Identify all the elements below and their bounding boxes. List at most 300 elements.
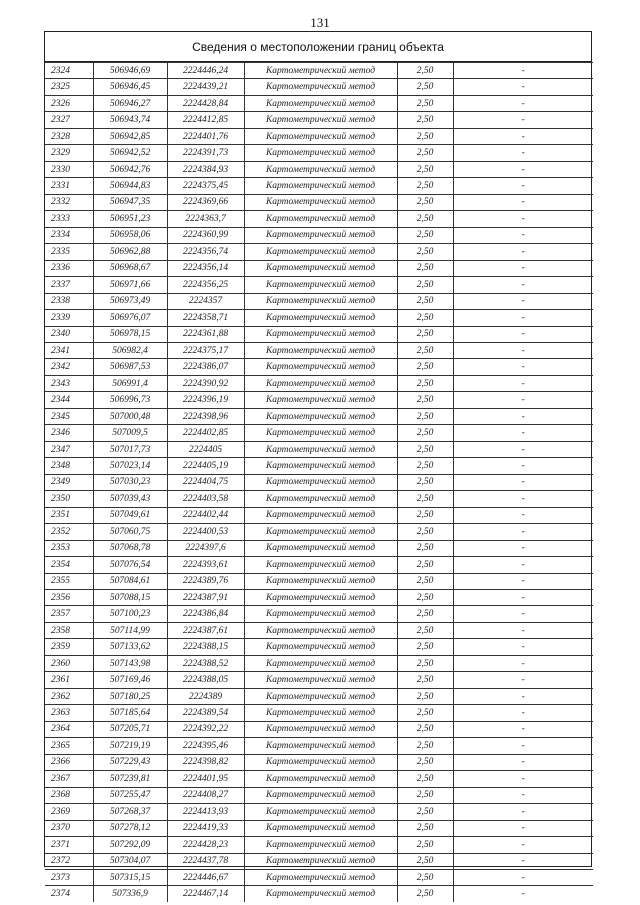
- point-number-cell: 2368: [45, 787, 93, 803]
- y-coordinate-cell: 2224405: [167, 441, 244, 457]
- note-cell: -: [453, 310, 593, 326]
- accuracy-cell: 2,50: [397, 112, 453, 128]
- table-row: [45, 425, 593, 441]
- y-coordinate-cell: 2224388,05: [167, 672, 244, 688]
- table-row: [45, 277, 593, 293]
- point-number-cell: 2324: [45, 63, 93, 79]
- x-coordinate-cell: 507133,62: [93, 639, 167, 655]
- x-coordinate-cell: 507185,64: [93, 705, 167, 721]
- point-number-cell: 2341: [45, 342, 93, 358]
- note-cell: -: [453, 590, 593, 606]
- point-number-cell: 2355: [45, 573, 93, 589]
- boundary-table-sheet: [44, 31, 592, 900]
- table-row: [45, 557, 593, 573]
- accuracy-cell: 2,50: [397, 524, 453, 540]
- y-coordinate-cell: 2224361,88: [167, 326, 244, 342]
- y-coordinate-cell: 2224396,19: [167, 392, 244, 408]
- accuracy-cell: 2,50: [397, 738, 453, 754]
- x-coordinate-cell: 507060,75: [93, 524, 167, 540]
- y-coordinate-cell: 2224356,25: [167, 277, 244, 293]
- method-cell: Картометрический метод: [244, 178, 397, 194]
- method-cell: Картометрический метод: [244, 392, 397, 408]
- table-row: [45, 738, 593, 754]
- point-number-cell: 2339: [45, 310, 93, 326]
- accuracy-cell: 2,50: [397, 441, 453, 457]
- y-coordinate-cell: 2224356,74: [167, 244, 244, 260]
- accuracy-cell: 2,50: [397, 408, 453, 424]
- note-cell: -: [453, 326, 593, 342]
- table-row: [45, 837, 593, 853]
- note-cell: -: [453, 211, 593, 227]
- accuracy-cell: 2,50: [397, 145, 453, 161]
- point-number-cell: 2336: [45, 260, 93, 276]
- x-coordinate-cell: 507143,98: [93, 655, 167, 671]
- y-coordinate-cell: 2224391,73: [167, 145, 244, 161]
- note-cell: -: [453, 540, 593, 556]
- note-cell: -: [453, 178, 593, 194]
- accuracy-cell: 2,50: [397, 606, 453, 622]
- note-cell: -: [453, 705, 593, 721]
- note-cell: -: [453, 227, 593, 243]
- x-coordinate-cell: 507100,23: [93, 606, 167, 622]
- note-cell: -: [453, 95, 593, 111]
- table-row: [45, 672, 593, 688]
- method-cell: Картометрический метод: [244, 277, 397, 293]
- method-cell: Картометрический метод: [244, 886, 397, 902]
- accuracy-cell: 2,50: [397, 557, 453, 573]
- table-row: [45, 79, 593, 95]
- table-row: [45, 211, 593, 227]
- table-row: [45, 392, 593, 408]
- method-cell: Картометрический метод: [244, 655, 397, 671]
- point-number-cell: 2360: [45, 655, 93, 671]
- x-coordinate-cell: 506976,07: [93, 310, 167, 326]
- table-row: [45, 326, 593, 342]
- note-cell: -: [453, 787, 593, 803]
- table-row: [45, 886, 593, 902]
- point-number-cell: 2326: [45, 95, 93, 111]
- note-cell: -: [453, 63, 593, 79]
- table-row: [45, 491, 593, 507]
- y-coordinate-cell: 2224428,84: [167, 95, 244, 111]
- table-row: [45, 458, 593, 474]
- y-coordinate-cell: 2224398,82: [167, 754, 244, 770]
- accuracy-cell: 2,50: [397, 771, 453, 787]
- x-coordinate-cell: 506982,4: [93, 342, 167, 358]
- method-cell: Картометрический метод: [244, 771, 397, 787]
- note-cell: -: [453, 721, 593, 737]
- table-row: [45, 194, 593, 210]
- point-number-cell: 2325: [45, 79, 93, 95]
- table-row: [45, 771, 593, 787]
- method-cell: Картометрический метод: [244, 738, 397, 754]
- x-coordinate-cell: 507049,61: [93, 507, 167, 523]
- accuracy-cell: 2,50: [397, 260, 453, 276]
- table-row: [45, 112, 593, 128]
- point-number-cell: 2350: [45, 491, 93, 507]
- point-number-cell: 2354: [45, 557, 93, 573]
- accuracy-cell: 2,50: [397, 672, 453, 688]
- method-cell: Картометрический метод: [244, 754, 397, 770]
- accuracy-cell: 2,50: [397, 128, 453, 144]
- accuracy-cell: 2,50: [397, 573, 453, 589]
- method-cell: Картометрический метод: [244, 491, 397, 507]
- note-cell: -: [453, 820, 593, 836]
- x-coordinate-cell: 506942,76: [93, 161, 167, 177]
- note-cell: -: [453, 655, 593, 671]
- table-row: [45, 244, 593, 260]
- point-number-cell: 2356: [45, 590, 93, 606]
- method-cell: Картометрический метод: [244, 458, 397, 474]
- accuracy-cell: 2,50: [397, 869, 453, 885]
- x-coordinate-cell: 507292,09: [93, 837, 167, 853]
- coordinates-table: [45, 62, 593, 902]
- y-coordinate-cell: 2224389,76: [167, 573, 244, 589]
- accuracy-cell: 2,50: [397, 507, 453, 523]
- accuracy-cell: 2,50: [397, 375, 453, 391]
- note-cell: -: [453, 804, 593, 820]
- method-cell: Картометрический метод: [244, 853, 397, 869]
- point-number-cell: 2361: [45, 672, 93, 688]
- accuracy-cell: 2,50: [397, 754, 453, 770]
- note-cell: -: [453, 128, 593, 144]
- table-row: [45, 820, 593, 836]
- table-row: [45, 590, 593, 606]
- point-number-cell: 2332: [45, 194, 93, 210]
- point-number-cell: 2342: [45, 359, 93, 375]
- x-coordinate-cell: 507304,07: [93, 853, 167, 869]
- accuracy-cell: 2,50: [397, 194, 453, 210]
- x-coordinate-cell: 507114,99: [93, 622, 167, 638]
- method-cell: Картометрический метод: [244, 95, 397, 111]
- method-cell: Картометрический метод: [244, 375, 397, 391]
- x-coordinate-cell: 507239,81: [93, 771, 167, 787]
- accuracy-cell: 2,50: [397, 804, 453, 820]
- y-coordinate-cell: 2224439,21: [167, 79, 244, 95]
- method-cell: Картометрический метод: [244, 540, 397, 556]
- note-cell: -: [453, 754, 593, 770]
- note-cell: -: [453, 738, 593, 754]
- y-coordinate-cell: 2224375,45: [167, 178, 244, 194]
- table-row: [45, 540, 593, 556]
- point-number-cell: 2331: [45, 178, 93, 194]
- accuracy-cell: 2,50: [397, 95, 453, 111]
- table-row: [45, 441, 593, 457]
- x-coordinate-cell: 506946,69: [93, 63, 167, 79]
- accuracy-cell: 2,50: [397, 639, 453, 655]
- y-coordinate-cell: 2224360,99: [167, 227, 244, 243]
- point-number-cell: 2373: [45, 869, 93, 885]
- point-number-cell: 2330: [45, 161, 93, 177]
- x-coordinate-cell: 507000,48: [93, 408, 167, 424]
- accuracy-cell: 2,50: [397, 458, 453, 474]
- point-number-cell: 2358: [45, 622, 93, 638]
- method-cell: Картометрический метод: [244, 161, 397, 177]
- method-cell: Картометрический метод: [244, 79, 397, 95]
- note-cell: -: [453, 771, 593, 787]
- note-cell: -: [453, 886, 593, 902]
- x-coordinate-cell: 506971,66: [93, 277, 167, 293]
- point-number-cell: 2343: [45, 375, 93, 391]
- point-number-cell: 2349: [45, 474, 93, 490]
- table-row: [45, 161, 593, 177]
- table-row: [45, 787, 593, 803]
- point-number-cell: 2363: [45, 705, 93, 721]
- y-coordinate-cell: 2224401,76: [167, 128, 244, 144]
- table-row: [45, 342, 593, 358]
- method-cell: Картометрический метод: [244, 507, 397, 523]
- point-number-cell: 2346: [45, 425, 93, 441]
- method-cell: Картометрический метод: [244, 227, 397, 243]
- note-cell: -: [453, 260, 593, 276]
- table-row: [45, 227, 593, 243]
- method-cell: Картометрический метод: [244, 342, 397, 358]
- y-coordinate-cell: 2224397,6: [167, 540, 244, 556]
- point-number-cell: 2371: [45, 837, 93, 853]
- method-cell: Картометрический метод: [244, 408, 397, 424]
- accuracy-cell: 2,50: [397, 787, 453, 803]
- point-number-cell: 2338: [45, 293, 93, 309]
- table-row: [45, 359, 593, 375]
- note-cell: -: [453, 507, 593, 523]
- point-number-cell: 2370: [45, 820, 93, 836]
- table-row: [45, 293, 593, 309]
- accuracy-cell: 2,50: [397, 392, 453, 408]
- x-coordinate-cell: 507180,25: [93, 688, 167, 704]
- note-cell: -: [453, 112, 593, 128]
- table-row: [45, 128, 593, 144]
- point-number-cell: 2340: [45, 326, 93, 342]
- y-coordinate-cell: 2224446,67: [167, 869, 244, 885]
- method-cell: Картометрический метод: [244, 359, 397, 375]
- y-coordinate-cell: 2224428,23: [167, 837, 244, 853]
- x-coordinate-cell: 507336,9: [93, 886, 167, 902]
- method-cell: Картометрический метод: [244, 211, 397, 227]
- method-cell: Картометрический метод: [244, 112, 397, 128]
- y-coordinate-cell: 2224405,19: [167, 458, 244, 474]
- point-number-cell: 2353: [45, 540, 93, 556]
- method-cell: Картометрический метод: [244, 128, 397, 144]
- table-row: [45, 705, 593, 721]
- note-cell: -: [453, 672, 593, 688]
- y-coordinate-cell: 2224419,33: [167, 820, 244, 836]
- point-number-cell: 2362: [45, 688, 93, 704]
- accuracy-cell: 2,50: [397, 853, 453, 869]
- accuracy-cell: 2,50: [397, 293, 453, 309]
- y-coordinate-cell: 2224387,61: [167, 622, 244, 638]
- note-cell: -: [453, 869, 593, 885]
- table-row: [45, 63, 593, 79]
- accuracy-cell: 2,50: [397, 837, 453, 853]
- point-number-cell: 2372: [45, 853, 93, 869]
- method-cell: Картометрический метод: [244, 705, 397, 721]
- accuracy-cell: 2,50: [397, 310, 453, 326]
- table-row: [45, 178, 593, 194]
- note-cell: -: [453, 161, 593, 177]
- y-coordinate-cell: 2224363,7: [167, 211, 244, 227]
- method-cell: Картометрический метод: [244, 63, 397, 79]
- table-row: [45, 145, 593, 161]
- table-body: [45, 63, 593, 902]
- y-coordinate-cell: 2224398,96: [167, 408, 244, 424]
- note-cell: -: [453, 853, 593, 869]
- accuracy-cell: 2,50: [397, 590, 453, 606]
- note-cell: -: [453, 244, 593, 260]
- method-cell: Картометрический метод: [244, 787, 397, 803]
- note-cell: -: [453, 359, 593, 375]
- table-row: [45, 507, 593, 523]
- table-row: [45, 639, 593, 655]
- y-coordinate-cell: 2224393,61: [167, 557, 244, 573]
- note-cell: -: [453, 557, 593, 573]
- x-coordinate-cell: 507169,46: [93, 672, 167, 688]
- table-row: [45, 721, 593, 737]
- point-number-cell: 2327: [45, 112, 93, 128]
- note-cell: -: [453, 622, 593, 638]
- x-coordinate-cell: 507088,15: [93, 590, 167, 606]
- method-cell: Картометрический метод: [244, 573, 397, 589]
- note-cell: -: [453, 194, 593, 210]
- x-coordinate-cell: 507084,61: [93, 573, 167, 589]
- x-coordinate-cell: 507255,47: [93, 787, 167, 803]
- accuracy-cell: 2,50: [397, 211, 453, 227]
- method-cell: Картометрический метод: [244, 326, 397, 342]
- x-coordinate-cell: 506996,73: [93, 392, 167, 408]
- y-coordinate-cell: 2224375,17: [167, 342, 244, 358]
- x-coordinate-cell: 507017,73: [93, 441, 167, 457]
- method-cell: Картометрический метод: [244, 474, 397, 490]
- accuracy-cell: 2,50: [397, 277, 453, 293]
- method-cell: Картометрический метод: [244, 688, 397, 704]
- note-cell: -: [453, 441, 593, 457]
- x-coordinate-cell: 506991,4: [93, 375, 167, 391]
- accuracy-cell: 2,50: [397, 161, 453, 177]
- x-coordinate-cell: 506946,45: [93, 79, 167, 95]
- x-coordinate-cell: 507205,71: [93, 721, 167, 737]
- x-coordinate-cell: 507023,14: [93, 458, 167, 474]
- table-row: [45, 310, 593, 326]
- point-number-cell: 2347: [45, 441, 93, 457]
- method-cell: Картометрический метод: [244, 639, 397, 655]
- point-number-cell: 2329: [45, 145, 93, 161]
- y-coordinate-cell: 2224387,91: [167, 590, 244, 606]
- x-coordinate-cell: 507229,43: [93, 754, 167, 770]
- point-number-cell: 2352: [45, 524, 93, 540]
- note-cell: -: [453, 606, 593, 622]
- accuracy-cell: 2,50: [397, 886, 453, 902]
- note-cell: -: [453, 837, 593, 853]
- table-row: [45, 375, 593, 391]
- point-number-cell: 2359: [45, 639, 93, 655]
- table-row: [45, 655, 593, 671]
- x-coordinate-cell: 506946,27: [93, 95, 167, 111]
- accuracy-cell: 2,50: [397, 227, 453, 243]
- accuracy-cell: 2,50: [397, 178, 453, 194]
- x-coordinate-cell: 507009,5: [93, 425, 167, 441]
- note-cell: -: [453, 293, 593, 309]
- note-cell: -: [453, 375, 593, 391]
- x-coordinate-cell: 506944,83: [93, 178, 167, 194]
- y-coordinate-cell: 2224402,85: [167, 425, 244, 441]
- y-coordinate-cell: 2224388,15: [167, 639, 244, 655]
- point-number-cell: 2335: [45, 244, 93, 260]
- table-row: [45, 622, 593, 638]
- y-coordinate-cell: 2224357: [167, 293, 244, 309]
- point-number-cell: 2345: [45, 408, 93, 424]
- y-coordinate-cell: 2224401,95: [167, 771, 244, 787]
- method-cell: Картометрический метод: [244, 145, 397, 161]
- point-number-cell: 2367: [45, 771, 93, 787]
- accuracy-cell: 2,50: [397, 474, 453, 490]
- method-cell: Картометрический метод: [244, 293, 397, 309]
- note-cell: -: [453, 408, 593, 424]
- method-cell: Картометрический метод: [244, 244, 397, 260]
- point-number-cell: 2351: [45, 507, 93, 523]
- note-cell: -: [453, 639, 593, 655]
- y-coordinate-cell: 2224358,71: [167, 310, 244, 326]
- note-cell: -: [453, 688, 593, 704]
- y-coordinate-cell: 2224446,24: [167, 63, 244, 79]
- accuracy-cell: 2,50: [397, 63, 453, 79]
- y-coordinate-cell: 2224388,52: [167, 655, 244, 671]
- note-cell: -: [453, 277, 593, 293]
- method-cell: Картометрический метод: [244, 194, 397, 210]
- point-number-cell: 2374: [45, 886, 93, 902]
- note-cell: -: [453, 458, 593, 474]
- note-cell: -: [453, 392, 593, 408]
- y-coordinate-cell: 2224412,85: [167, 112, 244, 128]
- y-coordinate-cell: 2224400,53: [167, 524, 244, 540]
- method-cell: Картометрический метод: [244, 441, 397, 457]
- accuracy-cell: 2,50: [397, 622, 453, 638]
- x-coordinate-cell: 506987,53: [93, 359, 167, 375]
- note-cell: -: [453, 573, 593, 589]
- x-coordinate-cell: 506942,85: [93, 128, 167, 144]
- note-cell: -: [453, 145, 593, 161]
- y-coordinate-cell: 2224413,93: [167, 804, 244, 820]
- x-coordinate-cell: 507068,78: [93, 540, 167, 556]
- y-coordinate-cell: 2224437,78: [167, 853, 244, 869]
- accuracy-cell: 2,50: [397, 705, 453, 721]
- table-row: [45, 573, 593, 589]
- accuracy-cell: 2,50: [397, 655, 453, 671]
- table-row: [45, 606, 593, 622]
- point-number-cell: 2348: [45, 458, 93, 474]
- accuracy-cell: 2,50: [397, 820, 453, 836]
- x-coordinate-cell: 507076,54: [93, 557, 167, 573]
- point-number-cell: 2337: [45, 277, 93, 293]
- note-cell: -: [453, 342, 593, 358]
- method-cell: Картометрический метод: [244, 820, 397, 836]
- x-coordinate-cell: 506943,74: [93, 112, 167, 128]
- table-row: [45, 95, 593, 111]
- method-cell: Картометрический метод: [244, 622, 397, 638]
- accuracy-cell: 2,50: [397, 244, 453, 260]
- x-coordinate-cell: 506962,88: [93, 244, 167, 260]
- y-coordinate-cell: 2224369,66: [167, 194, 244, 210]
- x-coordinate-cell: 506942,52: [93, 145, 167, 161]
- y-coordinate-cell: 2224389,54: [167, 705, 244, 721]
- y-coordinate-cell: 2224389: [167, 688, 244, 704]
- method-cell: Картометрический метод: [244, 672, 397, 688]
- x-coordinate-cell: 507039,43: [93, 491, 167, 507]
- y-coordinate-cell: 2224404,75: [167, 474, 244, 490]
- method-cell: Картометрический метод: [244, 310, 397, 326]
- table-row: [45, 408, 593, 424]
- x-coordinate-cell: 507219,19: [93, 738, 167, 754]
- table-title: Сведения о местоположении границ объекта: [45, 32, 591, 62]
- method-cell: Картометрический метод: [244, 804, 397, 820]
